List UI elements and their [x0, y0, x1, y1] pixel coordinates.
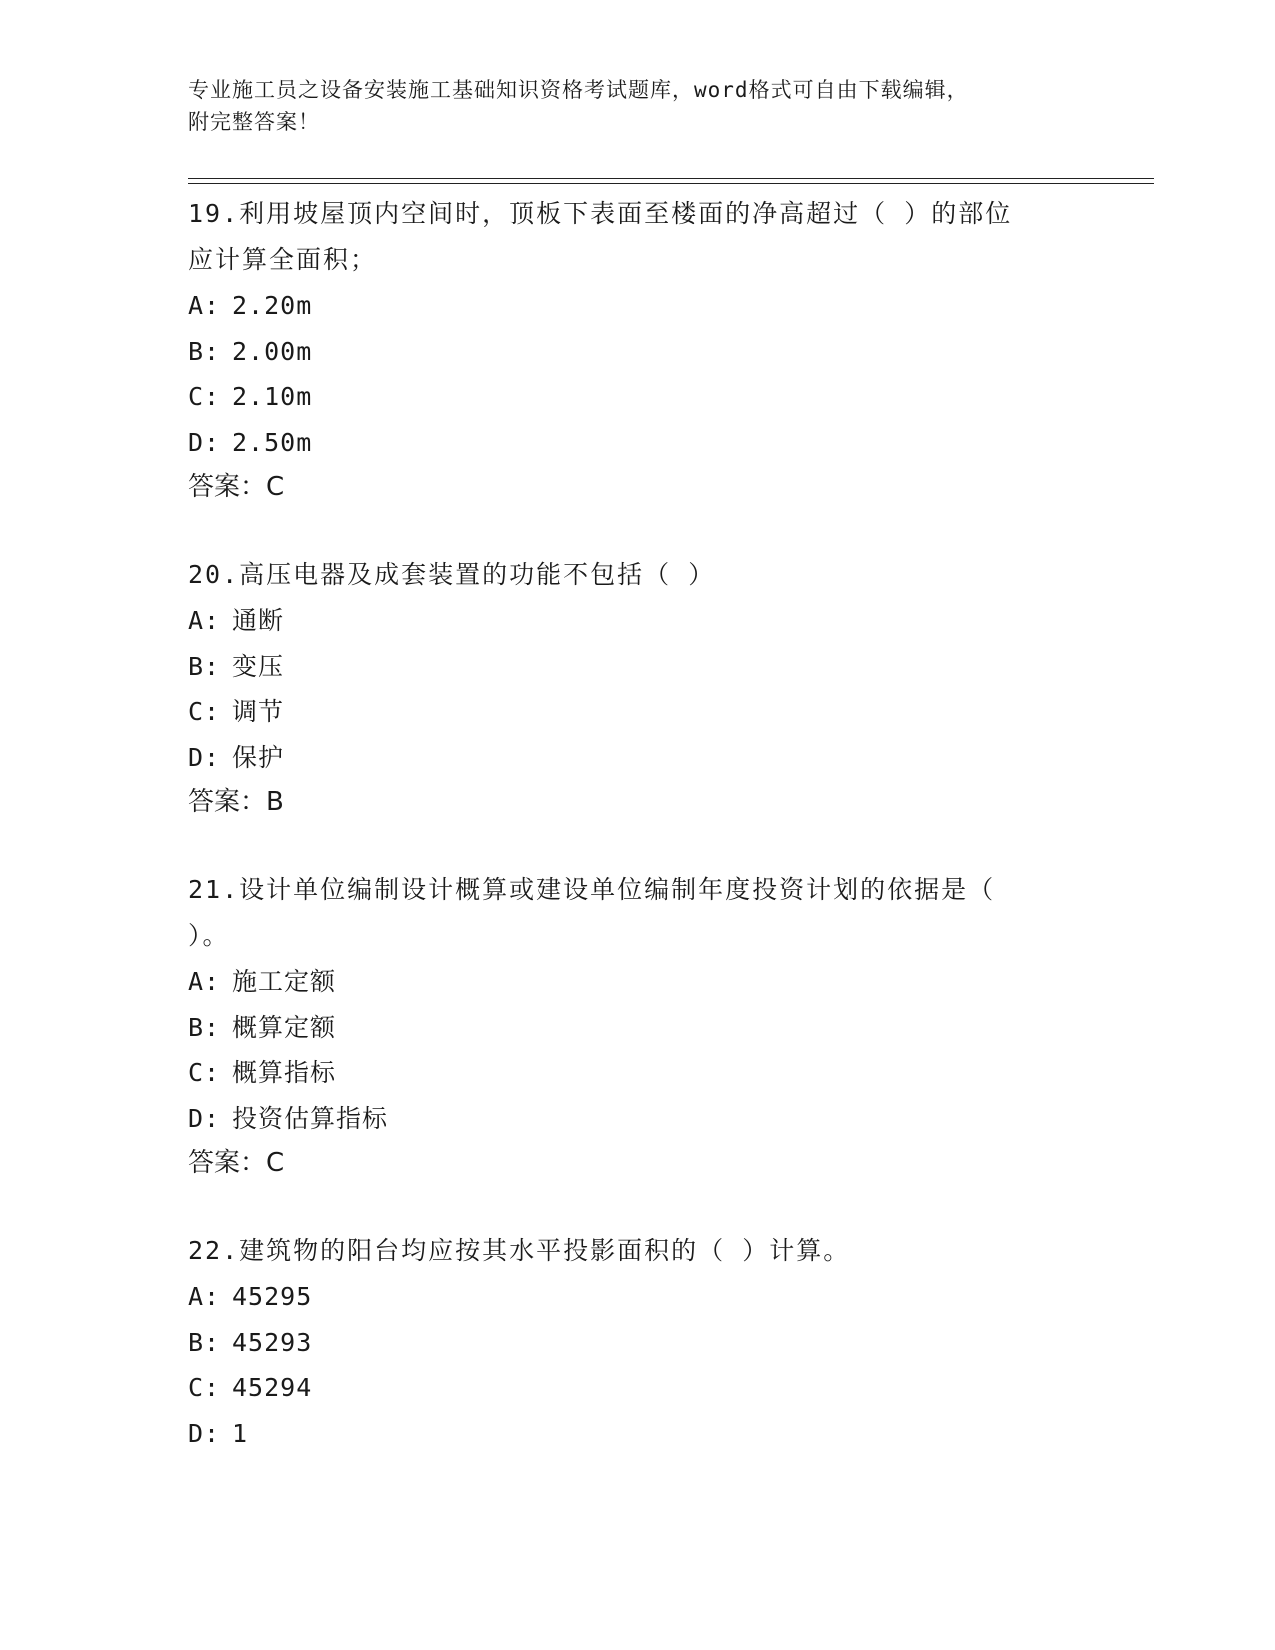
option-c	[188, 1050, 1088, 1096]
option-letter: D:	[188, 1103, 221, 1133]
option-d	[188, 420, 1088, 466]
option-letter: C:	[188, 1058, 221, 1087]
option-text: 45293	[232, 1327, 313, 1357]
option-text: 45294	[232, 1373, 313, 1402]
option-text: 调节	[232, 697, 285, 726]
question-stem: 22.建筑物的阳台均应按其水平投影面积的（ ）计算。	[188, 1236, 851, 1265]
option-letter: C:	[188, 1373, 221, 1402]
option-d	[188, 735, 1088, 781]
option-text: 施工定额	[232, 967, 337, 996]
header-divider-top	[188, 178, 1154, 179]
option-text: 2.10m	[232, 382, 313, 411]
option-letter: B:	[188, 651, 221, 681]
option-letter: A:	[188, 291, 221, 320]
option-letter: D:	[188, 742, 221, 772]
question-21	[188, 867, 1088, 1185]
option-letter: A:	[188, 606, 221, 635]
question-stem-continued: ）。	[188, 921, 230, 950]
document-header	[188, 74, 1088, 138]
answer-line: 答案：C	[188, 472, 285, 502]
option-letter: C:	[188, 697, 221, 726]
option-text: 保护	[232, 742, 285, 772]
option-text: 概算指标	[232, 1058, 337, 1087]
option-letter: C:	[188, 382, 221, 411]
option-a	[188, 1274, 1088, 1320]
answer-line: 答案：B	[188, 787, 284, 817]
question-list	[188, 191, 1088, 1499]
option-d	[188, 1411, 1088, 1457]
question-19	[188, 191, 1088, 509]
option-letter: B:	[188, 336, 221, 366]
option-a	[188, 283, 1088, 329]
question-22	[188, 1228, 1088, 1456]
option-b	[188, 1005, 1088, 1051]
option-a	[188, 959, 1088, 1005]
option-text: 45295	[232, 1282, 313, 1311]
option-b	[188, 1320, 1088, 1366]
option-text: 概算定额	[232, 1012, 337, 1042]
header-divider-bottom	[188, 183, 1154, 184]
option-b	[188, 644, 1088, 690]
option-c	[188, 689, 1088, 735]
option-letter: A:	[188, 967, 221, 996]
option-d	[188, 1096, 1088, 1142]
answer-line: 答案：C	[188, 1148, 285, 1178]
option-c	[188, 1365, 1088, 1411]
header-line-1: 专业施工员之设备安装施工基础知识资格考试题库，word格式可自由下载编辑，	[188, 78, 969, 102]
option-c	[188, 374, 1088, 420]
option-letter: A:	[188, 1282, 221, 1311]
option-text: 投资估算指标	[232, 1103, 389, 1133]
option-letter: B:	[188, 1012, 221, 1042]
question-stem: 20.高压电器及成套装置的功能不包括（ ）	[188, 560, 716, 589]
header-line-2: 附完整答案！	[188, 110, 320, 134]
option-letter: B:	[188, 1327, 221, 1357]
question-stem-continued: 应计算全面积；	[188, 245, 378, 274]
option-a	[188, 598, 1088, 644]
option-text: 2.50m	[232, 427, 313, 457]
question-stem: 21.设计单位编制设计概算或建设单位编制年度投资计划的依据是（	[188, 875, 996, 904]
option-text: 2.00m	[232, 336, 313, 366]
question-stem: 19.利用坡屋顶内空间时，顶板下表面至楼面的净高超过（ ）的部位	[188, 199, 1013, 228]
option-text: 通断	[232, 606, 285, 635]
option-letter: D:	[188, 1418, 221, 1448]
option-text: 变压	[232, 651, 285, 681]
option-letter: D:	[188, 427, 221, 457]
option-text: 2.20m	[232, 291, 313, 320]
question-20	[188, 552, 1088, 824]
option-b	[188, 329, 1088, 375]
option-text: 1	[232, 1418, 249, 1448]
